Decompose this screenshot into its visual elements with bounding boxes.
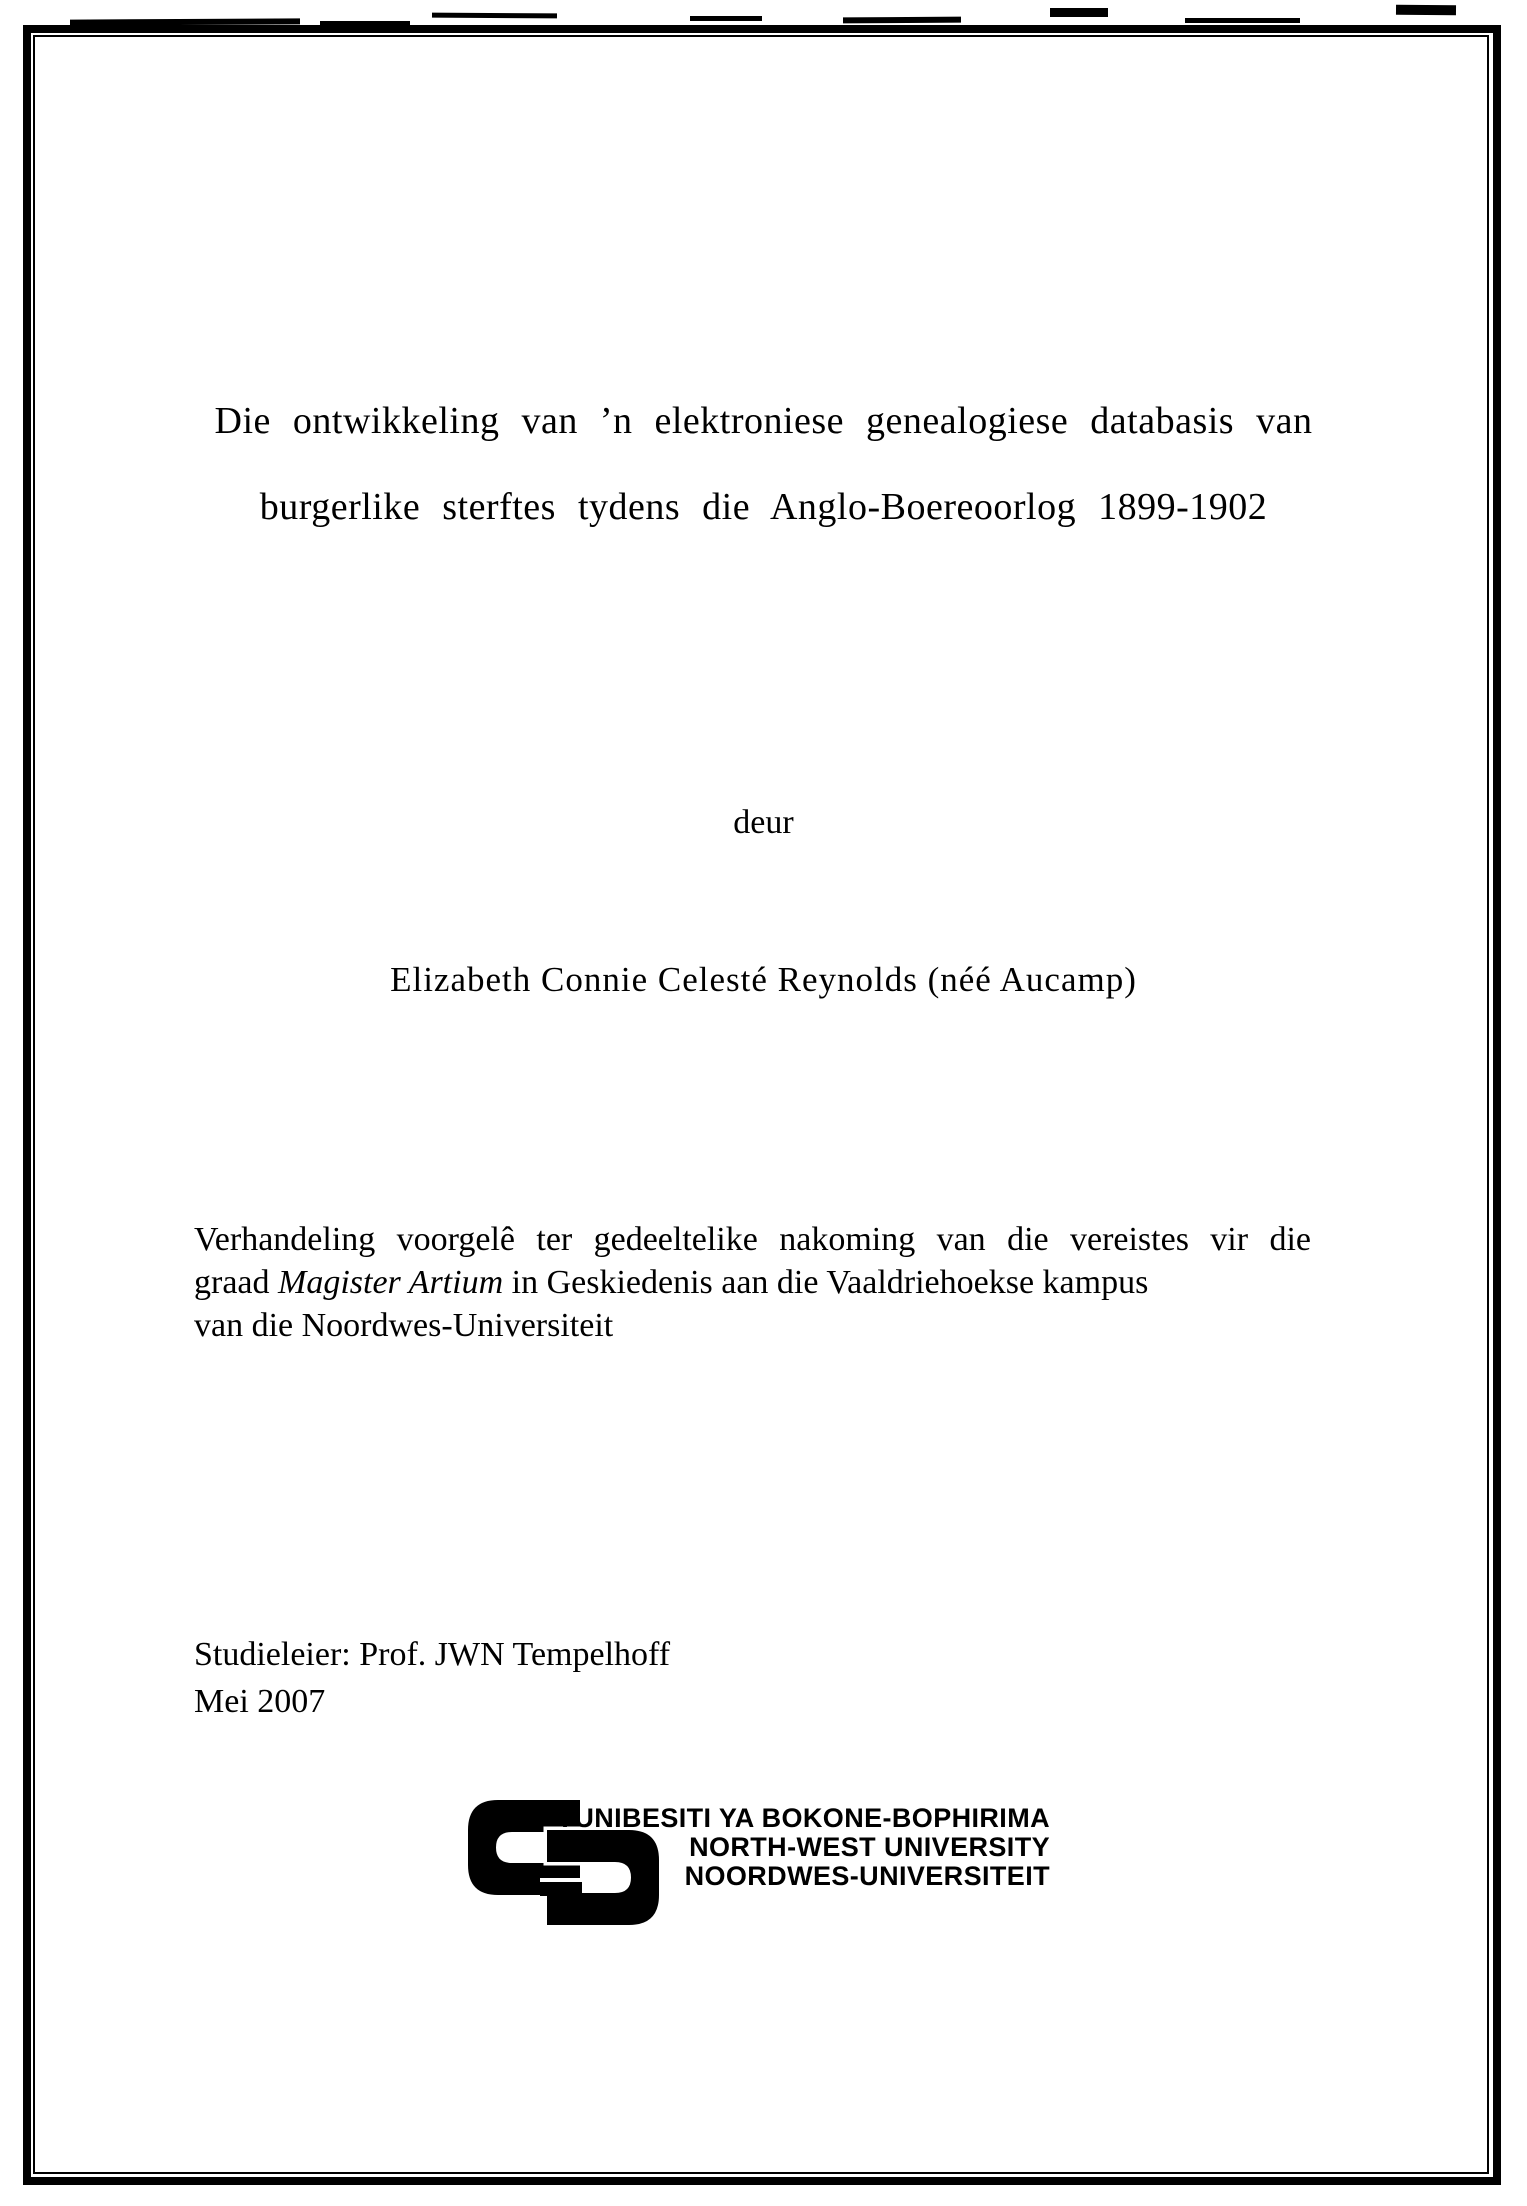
scan-artifact-dash <box>1050 8 1108 17</box>
scan-artifact-dash <box>690 16 762 21</box>
statement-line-2-post: in Geskiedenis aan die Vaaldriehoekse kampus <box>503 1264 1149 1301</box>
byline-deur: deur <box>733 804 794 841</box>
logo-text-line-3: NOORDWES-UNIVERSITEIT <box>684 1861 1050 1891</box>
statement-line-3: van die Noordwes-Universiteit <box>194 1307 614 1344</box>
scan-artifact-dash <box>320 21 410 25</box>
thesis-statement <box>194 1218 1311 1347</box>
scan-artifact-dash <box>1396 5 1456 16</box>
scan-artifact-dash <box>1185 18 1300 23</box>
scan-artifact-dash <box>70 18 300 25</box>
supervisor-line: Studieleier: Prof. JWN Tempelhoff <box>194 1636 671 1673</box>
scan-artifact-dash <box>843 17 961 24</box>
logo-text <box>556 1804 1050 1891</box>
statement-line-2-pre: graad <box>194 1264 279 1301</box>
date-line: Mei 2007 <box>194 1683 326 1720</box>
statement-line-1: Verhandeling voorgelê ter gedeeltelike nakoming van die vereistes vir die <box>194 1221 1311 1258</box>
statement-line-2 <box>194 1261 1311 1304</box>
thesis-title-line-2: burgerlike sterftes tydens die Anglo-Boereoorlog 1899-1902 <box>259 486 1268 528</box>
author-name: Elizabeth Connie Celesté Reynolds (néé Aucamp) <box>390 960 1137 999</box>
thesis-title-line-1: Die ontwikkeling van ’n elektroniese genealogiese databasis van <box>214 400 1313 442</box>
scan-artifact-dash <box>432 13 557 19</box>
thesis-title <box>60 378 1467 550</box>
logo-text-line-1: YUNIBESITI YA BOKONE-BOPHIRIMA <box>555 1803 1050 1833</box>
logo-text-line-2: NORTH-WEST UNIVERSITY <box>689 1832 1050 1862</box>
magister-artium-italic: Magister Artium <box>278 1264 504 1301</box>
supervisor-block <box>194 1631 670 1725</box>
